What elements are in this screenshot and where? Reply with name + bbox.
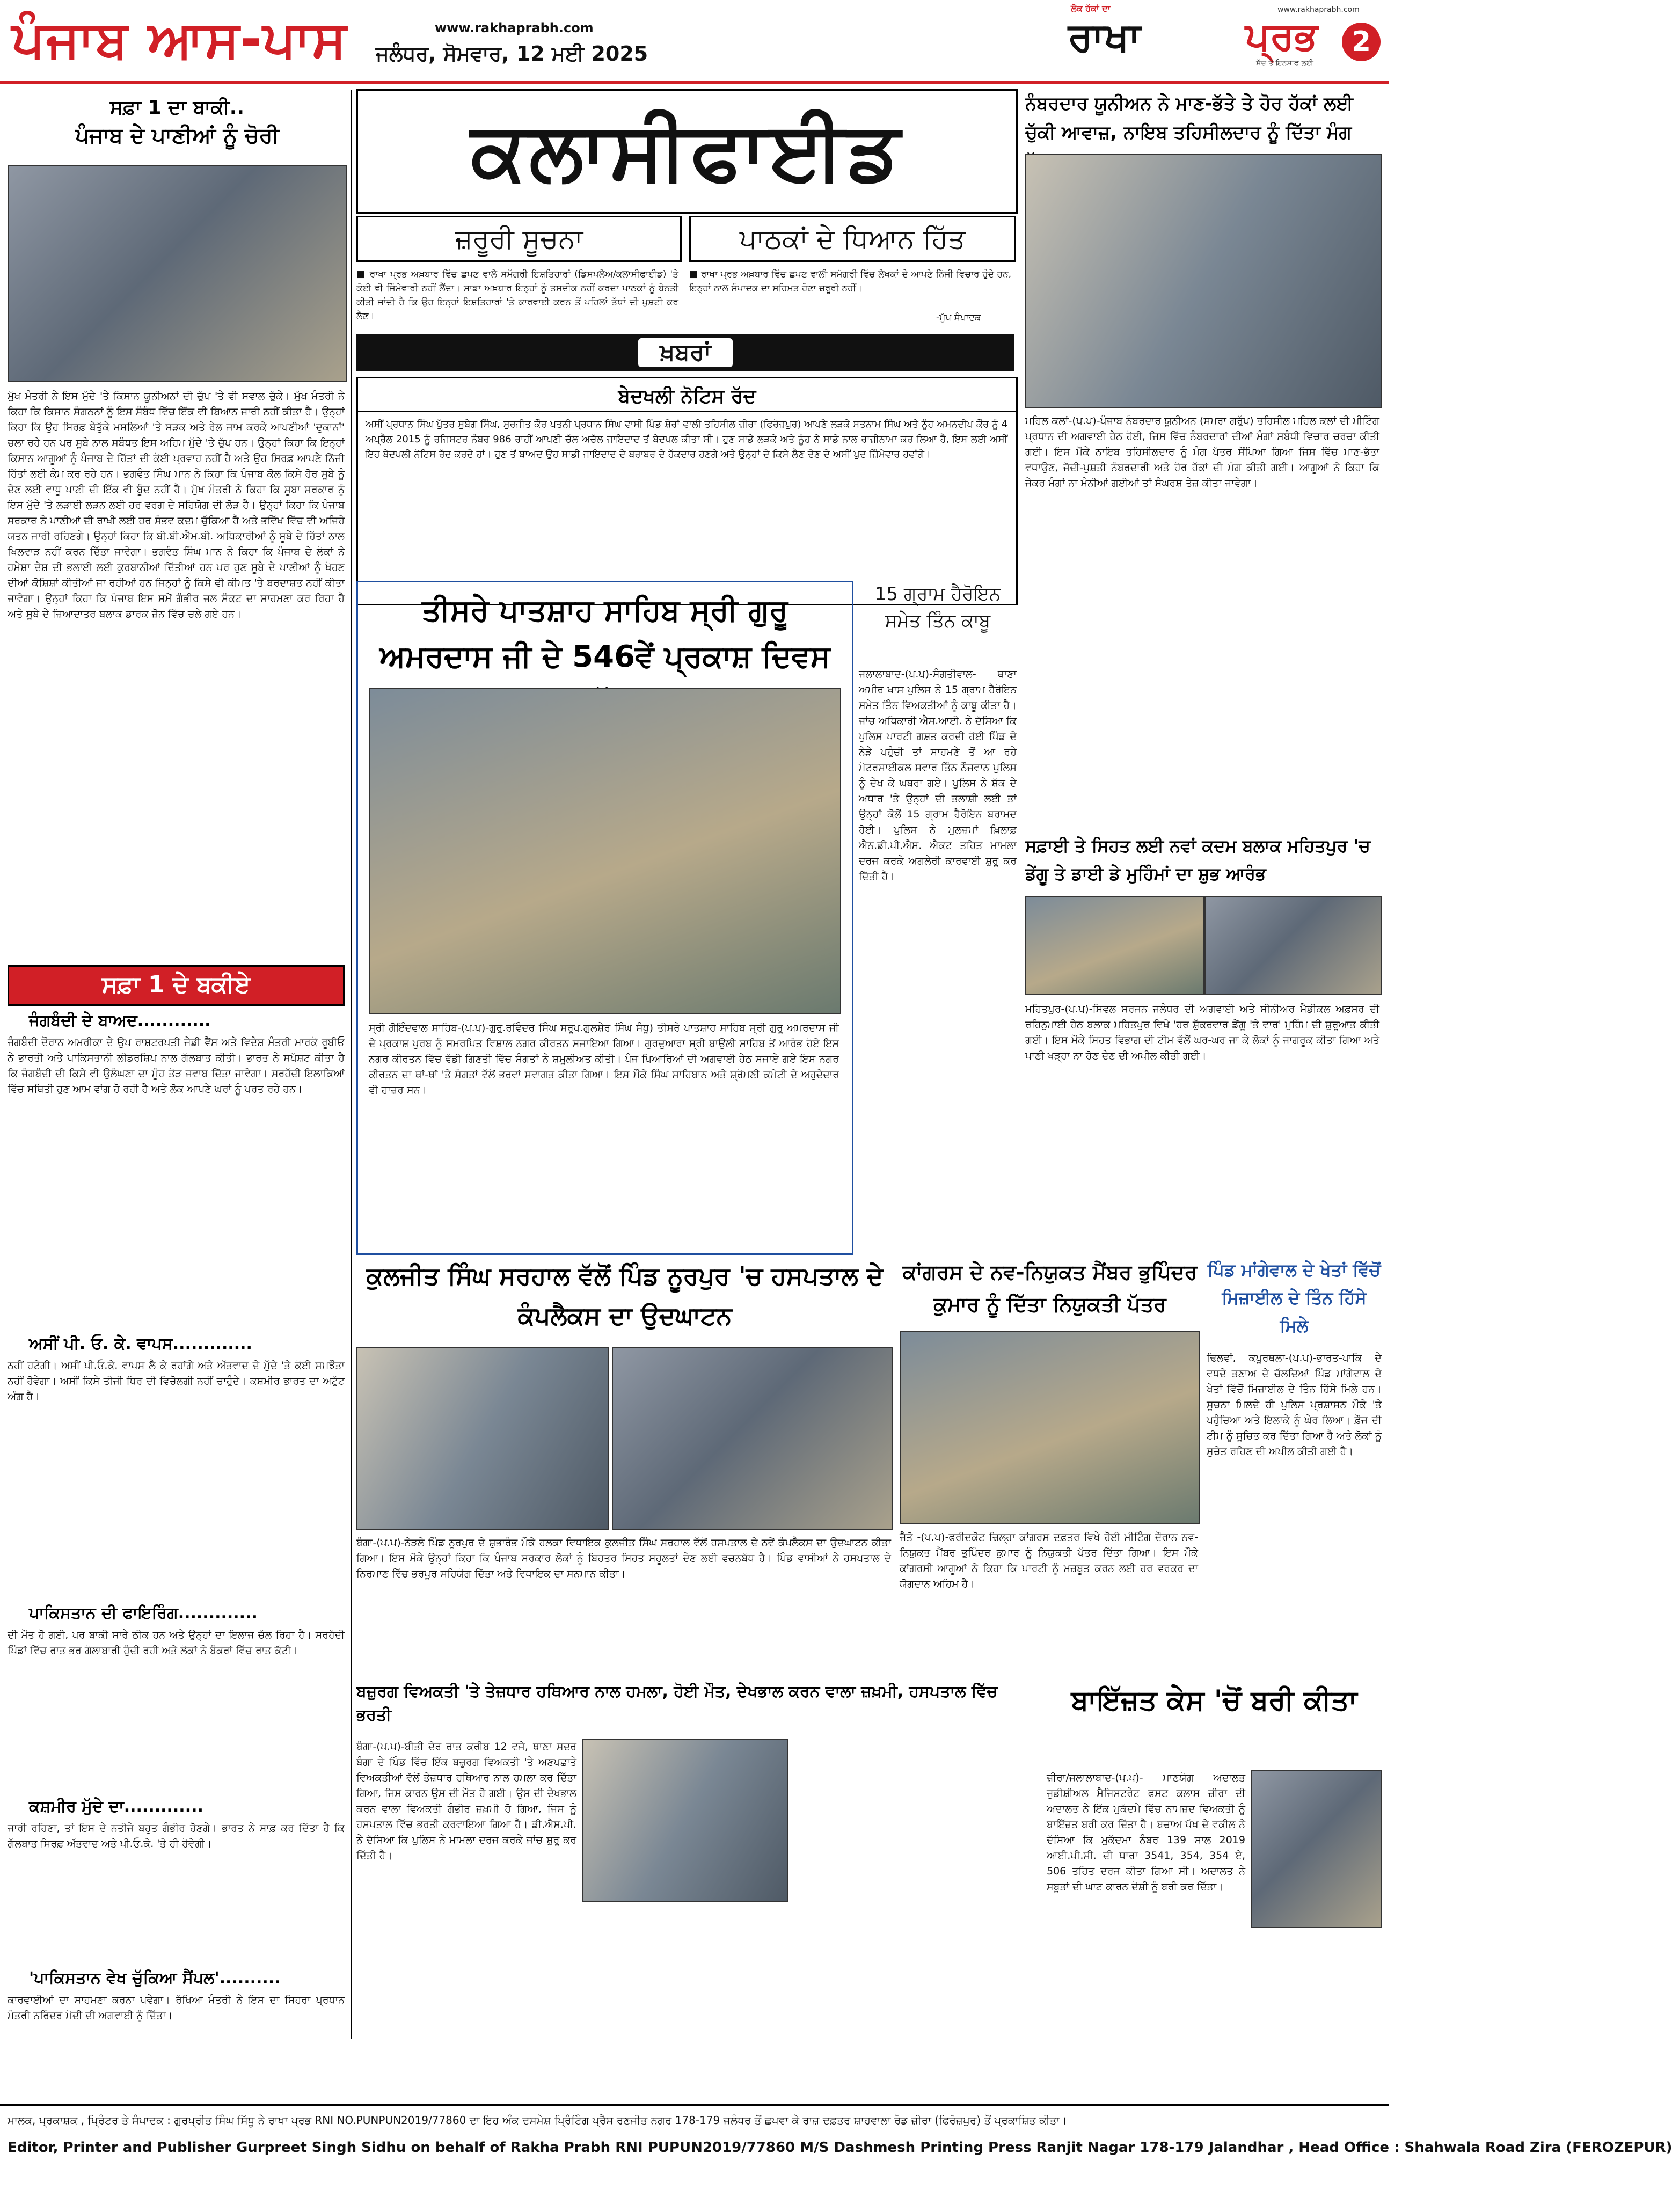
- page-number: 2: [1351, 26, 1371, 58]
- safai-body: ਮਹਿਤਪੁਰ-(ਪ.ਪ)-ਸਿਵਲ ਸਰਜਨ ਜਲੰਧਰ ਦੀ ਅਗਵਾਈ ਅਤੇ ਸੀਨੀਅਰ ਮੈਡੀਕਲ ਅਫ਼ਸਰ ਦੀ ਰਹਿਨੁਮਾਈ ਹੇਠ ਬਲਾਕ ਮਹਿਤਪੁਰ ਵਿਖੇ 'ਹਰ ਸ਼ੁੱਕਰਵਾਰ ਡੇਂਗੂ 'ਤੇ ਵਾਰ' ਮੁਹਿੰਮ ਦੀ ਸ਼ੁਰੂਆਤ ਕੀਤੀ ਗਈ। ਇਸ ਮੌਕੇ ਸਿਹਤ ਵਿਭਾਗ ਦੀ ਟੀਮ ਵੱਲੋਂ ਘਰ-ਘਰ ਜਾ ਕੇ ਲੋਕਾਂ ਨੂੰ ਜਾਗਰੂਕ ਕੀਤਾ ਗਿਆ ਅਤੇ ਪਾਣੀ ਖੜ੍ਹਾ ਨਾ ਹੋਣ ਦੇਣ ਦੀ ਅਪੀਲ ਕੀਤੀ ਗਈ।: [1025, 1003, 1383, 1062]
- missile-headline: ਪਿੰਡ ਮਾਂਗੇਵਾਲ ਦੇ ਖੇਤਾਂ ਵਿੱਚੋਂ ਮਿਜ਼ਾਈਲ ਦੇ ਤਿੰਨ ਹਿੱਸੇ ਮਿਲੇ: [1207, 1260, 1381, 1336]
- classified-section: [356, 89, 1017, 583]
- lawyer-photo: [1251, 1770, 1382, 1928]
- bakiye-title: ਸਫ਼ਾ 1 ਦੇ ਬਕੀਏ: [101, 971, 251, 998]
- congress-headline: ਕਾਂਗਰਸ ਦੇ ਨਵ-ਨਿਯੁਕਤ ਮੈਂਬਰ ਭੁਪਿੰਦਰ ਕੁਮਾਰ ਨੂੰ ਦਿੱਤਾ ਨਿਯੁਕਤੀ ਪੱਤਰ: [902, 1260, 1198, 1316]
- note-signature: -ਮੁੱਖ ਸੰਪਾਦਕ: [936, 312, 981, 323]
- sub-heading-firing: ਪਾਕਿਸਤਾਨ ਦੀ ਫਾਇਰਿੰਗ.............: [29, 1604, 258, 1623]
- sub-heading-pok: ਅਸੀਂ ਪੀ. ਓ. ਕੇ. ਵਾਪਸ.............: [29, 1334, 252, 1353]
- hospital-story: [356, 1256, 893, 1675]
- imprint-footer: [0, 2104, 1672, 2208]
- hospital-headline: ਕੁਲਜੀਤ ਸਿੰਘ ਸਰਹਾਲ ਵੱਲੋਂ ਪਿੰਡ ਨੂਰਪੁਰ 'ਚ ਹਸਪਤਾਲ ਦੇ ਕੰਪਲੈਕਸ ਦਾ ਉਦਘਾਟਨ: [366, 1261, 884, 1330]
- sub-heading-sample: 'ਪਾਕਿਸਤਾਨ ਵੇਖ ਚੁੱਕਿਆ ਸੈਂਪਲ'..........: [29, 1969, 281, 1988]
- attack-story: [356, 1680, 1038, 2045]
- nambardar-photo: [1025, 154, 1382, 408]
- tab-readers-attention-label: ਪਾਠਕਾਂ ਦੇ ਧਿਆਨ ਹਿੱਤ: [739, 223, 966, 254]
- tab-important-notice-label: ਜ਼ਰੂਰੀ ਸੂਚਨਾ: [455, 223, 583, 254]
- note-left: ■ ਰਾਖਾ ਪ੍ਰਭ ਅਖ਼ਬਾਰ ਵਿੱਚ ਛਪਣ ਵਾਲੇ ਸਮੱਗਰੀ ਇਸ਼ਤਿਹਾਰਾਂ (ਡਿਸਪਲੇਅ/ਕਲਾਸੀਫਾਈਡ) 'ਤੇ ਕੋਈ ਵੀ ਜਿੰਮੇਵਾਰੀ ਨਹੀਂ ਲੈਂਦਾ। ਸਾਡਾ ਅਖ਼ਬਾਰ ਇਨ੍ਹਾਂ ਨੂੰ ਤਸਦੀਕ ਨਹੀਂ ਕਰਦਾ ਪਾਠਕਾਂ ਨੂੰ ਬੇਨਤੀ ਕੀਤੀ ਜਾਂਦੀ ਹੈ ਕਿ ਉਹ ਇਨ੍ਹਾਂ ਇਸ਼ਤਿਹਾਰਾਂ 'ਤੇ ਕਾਰਵਾਈ ਕਰਨ ਤੋਂ ਪਹਿਲਾਂ ਤੱਥਾਂ ਦੀ ਪੁਸ਼ਟੀ ਕਰ ਲੈਣ।: [356, 269, 682, 322]
- acquit-headline: ਬਾਇੱਜ਼ਤ ਕੇਸ 'ਚੋਂ ਬਰੀ ਕੀਤਾ: [1071, 1684, 1357, 1717]
- brand-motto: ਸੱਚ ਤੇ ਇਨਸਾਫ ਲਈ: [1256, 59, 1313, 68]
- note-right: ■ ਰਾਖਾ ਪ੍ਰਭ ਅਖ਼ਬਾਰ ਵਿੱਚ ਛਪਣ ਵਾਲੀ ਸਮੱਗਰੀ ਵਿੱਚ ਲੇਖਕਾਂ ਦੇ ਆਪਣੇ ਨਿੱਜੀ ਵਿਚਾਰ ਹੁੰਦੇ ਹਨ, ਇਨ੍ਹਾਂ ਨਾਲ ਸੰਪਾਦਕ ਦਾ ਸਹਿਮਤ ਹੋਣਾ ਜ਼ਰੂਰੀ ਨਹੀਂ।: [689, 269, 1014, 294]
- attack-body: ਬੰਗਾ-(ਪ.ਪ)-ਬੀਤੀ ਦੇਰ ਰਾਤ ਕਰੀਬ 12 ਵਜੇ, ਥਾਣਾ ਸਦਰ ਬੰਗਾ ਦੇ ਪਿੰਡ ਵਿੱਚ ਇੱਕ ਬਜ਼ੁਰਗ ਵਿਅਕਤੀ 'ਤੇ ਅਣਪਛਾਤੇ ਵਿਅਕਤੀਆਂ ਵੱਲੋਂ ਤੇਜ਼ਧਾਰ ਹਥਿਆਰ ਨਾਲ ਹਮਲਾ ਕਰ ਦਿੱਤਾ ਗਿਆ, ਜਿਸ ਕਾਰਨ ਉਸ ਦੀ ਮੌਤ ਹੋ ਗਈ। ਉਸ ਦੀ ਦੇਖਭਾਲ ਕਰਨ ਵਾਲਾ ਵਿਅਕਤੀ ਗੰਭੀਰ ਜ਼ਖ਼ਮੀ ਹੋ ਗਿਆ, ਜਿਸ ਨੂੰ ਹਸਪਤਾਲ ਵਿੱਚ ਭਰਤੀ ਕਰਵਾਇਆ ਗਿਆ ਹੈ। ਡੀ.ਐਸ.ਪੀ. ਨੇ ਦੱਸਿਆ ਕਿ ਪੁਲਿਸ ਨੇ ਮਾਮਲਾ ਦਰਜ ਕਰਕੇ ਜਾਂਚ ਸ਼ੁਰੂ ਕਰ ਦਿੱਤੀ ਹੈ।: [356, 1741, 580, 1861]
- left-headline-2: ਪੰਜਾਬ ਦੇ ਪਾਣੀਆਂ ਨੂੰ ਚੋਰੀ: [75, 123, 279, 148]
- safai-photo-2: [1204, 896, 1382, 995]
- sub-body-ceasefire: ਜੰਗਬੰਦੀ ਦੌਰਾਨ ਅਮਰੀਕਾ ਦੇ ਉਪ ਰਾਸ਼ਟਰਪਤੀ ਜੇਡੀ ਵੈਂਸ ਅਤੇ ਵਿਦੇਸ਼ ਮੰਤਰੀ ਮਾਰਕੋ ਰੂਬੀਓ ਨੇ ਭਾਰਤੀ ਅਤੇ ਪਾਕਿਸਤਾਨੀ ਲੀਡਰਸ਼ਿਪ ਨਾਲ ਗੱਲਬਾਤ ਕੀਤੀ। ਭਾਰਤ ਨੇ ਸਪੱਸ਼ਟ ਕੀਤਾ ਹੈ ਕਿ ਜੰਗਬੰਦੀ ਦੀ ਕਿਸੇ ਵੀ ਉਲੰਘਣਾ ਦਾ ਮੂੰਹ ਤੋੜ ਜਵਾਬ ਦਿੱਤਾ ਜਾਵੇਗਾ। ਸਰਹੱਦੀ ਇਲਾਕਿਆਂ ਵਿੱਚ ਸਥਿਤੀ ਹੁਣ ਆਮ ਵਾਂਗ ਹੋ ਰਹੀ ਹੈ ਅਤੇ ਲੋਕ ਆਪਣੇ ਘਰਾਂ ਨੂੰ ਪਰਤ ਰਹੇ ਹਨ।: [8, 1036, 348, 1095]
- prakash-headline: ਤੀਸਰੇ ਪਾਤਸ਼ਾਹ ਸਾਹਿਬ ਸ੍ਰੀ ਗੁਰੂ ਅਮਰਦਾਸ ਜੀ ਦੇ 546ਵੇਂ ਪ੍ਰਕਾਸ਼ ਦਿਵਸ: [379, 593, 830, 674]
- congress-story: [900, 1256, 1200, 1675]
- classified-banner: [356, 89, 1018, 214]
- heroin-headline: 15 ਗ੍ਰਾਮ ਹੈਰੋਇਨ ਸਮੇਤ ਤਿੰਨ ਕਾਬੂ: [874, 583, 1001, 632]
- heroin-story: [859, 581, 1020, 1252]
- sub-heading-ceasefire: ਜੰਗਬੰਦੀ ਦੇ ਬਾਅਦ............: [29, 1011, 211, 1030]
- dateline: ਜਲੰਧਰ, ਸੋਮਵਾਰ, 12 ਮਈ 2025: [376, 42, 648, 65]
- notice-body: ਅਸੀਂ ਪ੍ਰਧਾਨ ਸਿੰਘ ਪੁੱਤਰ ਸੁਬੇਗ ਸਿੰਘ, ਸੁਰਜੀਤ ਕੌਰ ਪਤਨੀ ਪ੍ਰਧਾਨ ਸਿੰਘ ਵਾਸੀ ਪਿੰਡ ਸ਼ੇਰਾਂ ਵਾਲੀ ਤਹਿਸੀਲ ਜ਼ੀਰਾ (ਫਿਰੋਜ਼ਪੁਰ) ਆਪਣੇ ਲੜਕੇ ਸਤਨਾਮ ਸਿੰਘ ਅਤੇ ਨੂੰਹ ਅਮਨਦੀਪ ਕੌਰ ਨੂੰ 4 ਅਪ੍ਰੈਲ 2015 ਨੂੰ ਰਜਿਸਟਰ ਨੰਬਰ 986 ਰਾਹੀਂ ਆਪਣੀ ਚੱਲ ਅਚੱਲ ਜਾਇਦਾਦ ਤੋਂ ਬੇਦਖਲ ਕੀਤਾ ਸੀ। ਹੁਣ ਸਾਡੇ ਲੜਕੇ ਅਤੇ ਨੂੰਹ ਨੇ ਸਾਡੇ ਨਾਲ ਰਾਜ਼ੀਨਾਮਾ ਕਰ ਲਿਆ ਹੈ, ਇਸ ਲਈ ਅਸੀਂ ਇਹ ਬੇਦਖਲੀ ਨੋਟਿਸ ਰੱਦ ਕਰਦੇ ਹਾਂ। ਹੁਣ ਤੋਂ ਬਾਅਦ ਉਹ ਸਾਡੀ ਜਾਇਦਾਦ ਦੇ ਬਰਾਬਰ ਦੇ ਹੱਕਦਾਰ ਹੋਣਗੇ ਅਤੇ ਉਨ੍ਹਾਂ ਦੇ ਕਿਸੇ ਲੈਣ ਦੇਣ ਦੇ ਅਸੀਂ ਖੁਦ ਜ਼ਿੰਮੇਵਾਰ ਹੋਵਾਂਗੇ।: [366, 419, 1011, 460]
- missile-body: ਢਿਲਵਾਂ, ਕਪੂਰਥਲਾ-(ਪ.ਪ)-ਭਾਰਤ-ਪਾਕਿ ਦੇ ਵਧਦੇ ਤਣਾਅ ਦੇ ਚੱਲਦਿਆਂ ਪਿੰਡ ਮਾਂਗੇਵਾਲ ਦੇ ਖੇਤਾਂ ਵਿੱਚੋਂ ਮਿਜ਼ਾਈਲ ਦੇ ਤਿੰਨ ਹਿੱਸੇ ਮਿਲੇ ਹਨ। ਸੂਚਨਾ ਮਿਲਦੇ ਹੀ ਪੁਲਿਸ ਪ੍ਰਸ਼ਾਸਨ ਮੌਕੇ 'ਤੇ ਪਹੁੰਚਿਆ ਅਤੇ ਇਲਾਕੇ ਨੂੰ ਘੇਰ ਲਿਆ। ਫ਼ੌਜ ਦੀ ਟੀਮ ਨੂੰ ਸੂਚਿਤ ਕਰ ਦਿੱਤਾ ਗਿਆ ਹੈ ਅਤੇ ਲੋਕਾਂ ਨੂੰ ਸੁਚੇਤ ਰਹਿਣ ਦੀ ਅਪੀਲ ਕੀਤੀ ਗਈ ਹੈ।: [1207, 1352, 1385, 1457]
- sub-body-pok: ਨਹੀਂ ਹਟੇਗੀ। ਅਸੀਂ ਪੀ.ਓ.ਕੇ. ਵਾਪਸ ਲੈ ਕੇ ਰਹਾਂਗੇ ਅਤੇ ਅੱਤਵਾਦ ਦੇ ਮੁੱਦੇ 'ਤੇ ਕੋਈ ਸਮਝੌਤਾ ਨਹੀਂ ਹੋਵੇਗਾ। ਅਸੀਂ ਕਿਸੇ ਤੀਜੀ ਧਿਰ ਦੀ ਵਿਚੋਲਗੀ ਨਹੀਂ ਚਾਹੁੰਦੇ। ਕਸ਼ਮੀਰ ਭਾਰਤ ਦਾ ਅਟੁੱਟ ਅੰਗ ਹੈ।: [8, 1360, 348, 1403]
- safai-photo-1: [1025, 896, 1204, 995]
- tab-important-notice: [356, 216, 682, 262]
- prakash-story: [356, 581, 853, 1255]
- bakiye-box: [8, 965, 345, 1006]
- masthead-rule: [0, 81, 1389, 84]
- brand-logo: [1068, 13, 1229, 69]
- nambardar-story: [1025, 89, 1382, 824]
- tab-readers-attention: [689, 216, 1016, 262]
- brand-name: ਰਾਖਾ: [1068, 14, 1141, 60]
- sub-body-sample: ਕਾਰਵਾਈਆਂ ਦਾ ਸਾਹਮਣਾ ਕਰਨਾ ਪਵੇਗਾ। ਰੱਖਿਆ ਮੰਤਰੀ ਨੇ ਇਸ ਦਾ ਸਿਹਰਾ ਪ੍ਰਧਾਨ ਮੰਤਰੀ ਨਰਿੰਦਰ ਮੋਦੀ ਦੀ ਅਗਵਾਈ ਨੂੰ ਦਿੱਤਾ।: [8, 1994, 348, 2021]
- prakash-body: ਸ੍ਰੀ ਗੋਇੰਦਵਾਲ ਸਾਹਿਬ-(ਪ.ਪ)-ਗੁਰੁ.ਰਵਿੰਦਰ ਸਿੰਘ ਸਰੂਪ.ਗੁਲਸ਼ੇਰ ਸਿੰਘ ਸੰਧੂ) ਤੀਸਰੇ ਪਾਤਸ਼ਾਹ ਸਾਹਿਬ ਸ੍ਰੀ ਗੁਰੂ ਅਮਰਦਾਸ ਜੀ ਦੇ ਪ੍ਰਕਾਸ਼ ਪੁਰਬ ਨੂੰ ਸਮਰਪਿਤ ਵਿਸ਼ਾਲ ਨਗਰ ਕੀਰਤਨ ਸਜਾਇਆ ਗਿਆ। ਗੁਰਦੁਆਰਾ ਸ੍ਰੀ ਬਾਉਲੀ ਸਾਹਿਬ ਤੋਂ ਆਰੰਭ ਹੋਏ ਇਸ ਨਗਰ ਕੀਰਤਨ ਵਿੱਚ ਵੱਡੀ ਗਿਣਤੀ ਵਿੱਚ ਸੰਗਤਾਂ ਨੇ ਸ਼ਮੂਲੀਅਤ ਕੀਤੀ। ਪੰਜ ਪਿਆਰਿਆਂ ਦੀ ਅਗਵਾਈ ਹੇਠ ਸਜਾਏ ਗਏ ਇਸ ਨਗਰ ਕੀਰਤਨ ਦਾ ਥਾਂ-ਥਾਂ 'ਤੇ ਸੰਗਤਾਂ ਵੱਲੋਂ ਭਰਵਾਂ ਸਵਾਗਤ ਕੀਤਾ ਗਿਆ। ਇਸ ਮੌਕੇ ਸਿੰਘ ਸਾਹਿਬਾਨ ਅਤੇ ਸ਼੍ਰੋਮਣੀ ਕਮੇਟੀ ਦੇ ਅਹੁਦੇਦਾਰ ਵੀ ਹਾਜ਼ਰ ਸਨ।: [369, 1022, 843, 1096]
- sub-body-firing: ਦੀ ਮੌਤ ਹੋ ਗਈ, ਪਰ ਬਾਕੀ ਸਾਰੇ ਠੀਕ ਹਨ ਅਤੇ ਉਨ੍ਹਾਂ ਦਾ ਇਲਾਜ ਚੱਲ ਰਿਹਾ ਹੈ। ਸਰਹੱਦੀ ਪਿੰਡਾਂ ਵਿੱਚ ਰਾਤ ਭਰ ਗੋਲਾਬਾਰੀ ਹੁੰਦੀ ਰਹੀ ਅਤੇ ਲੋਕਾਂ ਨੇ ਬੰਕਰਾਂ ਵਿੱਚ ਰਾਤ ਕੱਟੀ।: [8, 1629, 348, 1656]
- brand-suffix: ਪ੍ਰਭ: [1245, 13, 1318, 59]
- nambardar-headline: ਨੰਬਰਦਾਰ ਯੂਨੀਅਨ ਨੇ ਮਾਣ-ਭੱਤੇ ਤੇ ਹੋਰ ਹੱਕਾਂ ਲਈ ਚੁੱਕੀ ਆਵਾਜ਼, ਨਾਇਬ ਤਹਿਸੀਲਦਾਰ ਨੂੰ ਦਿੱਤਾ ਮੰਗ: [1025, 93, 1353, 143]
- masthead: [0, 0, 1389, 81]
- brand-tag: ਲੋਕ ਹੱਕਾਂ ਦਾ: [1071, 3, 1111, 13]
- sub-heading-kashmir: ਕਸ਼ਮੀਰ ਮੁੱਦੇ ਦਾ.............: [29, 1797, 203, 1816]
- hospital-photo-2: [612, 1347, 893, 1530]
- left-column: [8, 90, 347, 2044]
- attack-victim-photo: [582, 1739, 788, 1902]
- news-bar: [356, 334, 1014, 371]
- nambardar-body: ਮਹਿਲ ਕਲਾਂ-(ਪ.ਪ)-ਪੰਜਾਬ ਨੰਬਰਦਾਰ ਯੂਨੀਅਨ (ਸਮਰਾ ਗਰੁੱਪ) ਤਹਿਸੀਲ ਮਹਿਲ ਕਲਾਂ ਦੀ ਮੀਟਿੰਗ ਪ੍ਰਧਾਨ ਦੀ ਅਗਵਾਈ ਹੇਠ ਹੋਈ, ਜਿਸ ਵਿੱਚ ਨੰਬਰਦਾਰਾਂ ਦੀਆਂ ਮੰਗਾਂ ਸਬੰਧੀ ਵਿਚਾਰ ਚਰਚਾ ਕੀਤੀ ਗਈ। ਇਸ ਮੌਕੇ ਨਾਇਬ ਤਹਿਸੀਲਦਾਰ ਨੂੰ ਮੰਗ ਪੱਤਰ ਸੌਂਪਿਆ ਗਿਆ ਜਿਸ ਵਿੱਚ ਮਾਣ-ਭੱਤਾ ਵਧਾਉਣ, ਜੱਦੀ-ਪੁਸ਼ਤੀ ਨੰਬਰਦਾਰੀ ਅਤੇ ਹੋਰ ਹੱਕਾਂ ਦੀ ਮੰਗ ਕੀਤੀ ਗਈ। ਆਗੂਆਂ ਨੇ ਕਿਹਾ ਕਿ ਜੇਕਰ ਮੰਗਾਂ ਨਾ ਮੰਨੀਆਂ ਗਈਆਂ ਤਾਂ ਸੰਘਰਸ਼ ਤੇਜ਼ ਕੀਤਾ ਜਾਵੇਗਾ।: [1025, 415, 1383, 489]
- hospital-photo-1: [356, 1347, 609, 1530]
- safai-story: [1025, 832, 1382, 1251]
- protest-photo: [8, 165, 347, 382]
- page-number-badge: [1342, 23, 1381, 61]
- hospital-body: ਬੰਗਾ-(ਪ.ਪ)-ਨੇੜਲੇ ਪਿੰਡ ਨੂਰਪੁਰ ਦੇ ਸ਼ੁਭਾਰੰਭ ਮੌਕੇ ਹਲਕਾ ਵਿਧਾਇਕ ਕੁਲਜੀਤ ਸਿੰਘ ਸਰਹਾਲ ਵੱਲੋਂ ਹਸਪਤਾਲ ਦੇ ਨਵੇਂ ਕੰਪਲੈਕਸ ਦਾ ਉਦਘਾਟਨ ਕੀਤਾ ਗਿਆ। ਇਸ ਮੌਕੇ ਉਨ੍ਹਾਂ ਕਿਹਾ ਕਿ ਪੰਜਾਬ ਸਰਕਾਰ ਲੋਕਾਂ ਨੂੰ ਬਿਹਤਰ ਸਿਹਤ ਸਹੂਲਤਾਂ ਦੇਣ ਲਈ ਵਚਨਬੱਧ ਹੈ। ਪਿੰਡ ਵਾਸੀਆਂ ਨੇ ਹਸਪਤਾਲ ਦੇ ਨਿਰਮਾਣ ਵਿੱਚ ਭਰਪੂਰ ਸਹਿਯੋਗ ਦਿੱਤਾ ਅਤੇ ਵਿਧਾਇਕ ਦਾ ਸਨਮਾਨ ਕੀਤਾ।: [356, 1537, 895, 1580]
- imprint-line-english: Editor, Printer and Publisher Gurpreet Singh Sidhu on behalf of Rakha Prabh RNI PUPUN2019/77860 M/S Dashmesh Printing Press Ranjit Nagar 178-179 Jalandhar , Head Office : Shahwala Road Zira (FEROZEPUR): [8, 2140, 1672, 2156]
- missile-story: [1207, 1256, 1385, 1675]
- masthead-url[interactable]: www.rakhaprabh.com: [435, 20, 594, 35]
- acquit-story: [1047, 1680, 1382, 2045]
- sub-body-kashmir: ਜਾਰੀ ਰਹਿਣਾ, ਤਾਂ ਇਸ ਦੇ ਨਤੀਜੇ ਬਹੁਤ ਗੰਭੀਰ ਹੋਣਗੇ। ਭਾਰਤ ਨੇ ਸਾਫ਼ ਕਰ ਦਿੱਤਾ ਹੈ ਕਿ ਗੱਲਬਾਤ ਸਿਰਫ਼ ਅੱਤਵਾਦ ਅਤੇ ਪੀ.ਓ.ਕੇ. 'ਤੇ ਹੀ ਹੋਵੇਗੀ।: [8, 1822, 348, 1850]
- notice-box: [356, 377, 1018, 605]
- section-title: ਪੰਜਾਬ ਆਸ-ਪਾਸ: [12, 9, 347, 69]
- left-headline-1: ਸਫ਼ਾ 1 ਦਾ ਬਾਕੀ..: [109, 97, 245, 119]
- heroin-body: ਜਲਾਲਾਬਾਦ-(ਪ.ਪ)-ਸੰਗਤੀਵਾਲ- ਥਾਣਾ ਅਮੀਰ ਖਾਸ ਪੁਲਿਸ ਨੇ 15 ਗ੍ਰਾਮ ਹੈਰੋਇਨ ਸਮੇਤ ਤਿੰਨ ਵਿਅਕਤੀਆਂ ਨੂੰ ਕਾਬੂ ਕੀਤਾ ਹੈ। ਜਾਂਚ ਅਧਿਕਾਰੀ ਐਸ.ਆਈ. ਨੇ ਦੱਸਿਆ ਕਿ ਪੁਲਿਸ ਪਾਰਟੀ ਗਸ਼ਤ ਕਰਦੀ ਹੋਈ ਪਿੰਡ ਦੇ ਨੇੜੇ ਪਹੁੰਚੀ ਤਾਂ ਸਾਹਮਣੇ ਤੋਂ ਆ ਰਹੇ ਮੋਟਰਸਾਈਕਲ ਸਵਾਰ ਤਿੰਨ ਨੌਜਵਾਨ ਪੁਲਿਸ ਨੂੰ ਦੇਖ ਕੇ ਘਬਰਾ ਗਏ। ਪੁਲਿਸ ਨੇ ਸ਼ੱਕ ਦੇ ਅਧਾਰ 'ਤੇ ਉਨ੍ਹਾਂ ਦੀ ਤਲਾਸ਼ੀ ਲਈ ਤਾਂ ਉਨ੍ਹਾਂ ਕੋਲੋਂ 15 ਗ੍ਰਾਮ ਹੈਰੋਇਨ ਬਰਾਮਦ ਹੋਈ। ਪੁਲਿਸ ਨੇ ਮੁਲਜ਼ਮਾਂ ਖ਼ਿਲਾਫ਼ ਐਨ.ਡੀ.ਪੀ.ਐਸ. ਐਕਟ ਤਹਿਤ ਮਾਮਲਾ ਦਰਜ ਕਰਕੇ ਅਗਲੇਰੀ ਕਾਰਵਾਈ ਸ਼ੁਰੂ ਕਰ ਦਿੱਤੀ ਹੈ।: [859, 668, 1020, 882]
- congress-body: ਜੈਤੋ -(ਪ.ਪ)-ਫਰੀਦਕੋਟ ਜ਼ਿਲ੍ਹਾ ਕਾਂਗਰਸ ਦਫ਼ਤਰ ਵਿਖੇ ਹੋਈ ਮੀਟਿੰਗ ਦੌਰਾਨ ਨਵ-ਨਿਯੁਕਤ ਮੈਂਬਰ ਭੁਪਿੰਦਰ ਕੁਮਾਰ ਨੂੰ ਨਿਯੁਕਤੀ ਪੱਤਰ ਦਿੱਤਾ ਗਿਆ। ਇਸ ਮੌਕੇ ਕਾਂਗਰਸੀ ਆਗੂਆਂ ਨੇ ਕਿਹਾ ਕਿ ਪਾਰਟੀ ਨੂੰ ਮਜ਼ਬੂਤ ਕਰਨ ਲਈ ਹਰ ਵਰਕਰ ਦਾ ਯੋਗਦਾਨ ਅਹਿਮ ਹੈ।: [900, 1531, 1202, 1590]
- congress-photo: [900, 1331, 1200, 1524]
- imprint-line-punjabi: ਮਾਲਕ, ਪ੍ਰਕਾਸ਼ਕ , ਪ੍ਰਿੰਟਰ ਤੇ ਸੰਪਾਦਕ : ਗੁਰਪ੍ਰੀਤ ਸਿੰਘ ਸਿੱਧੂ ਨੇ ਰਾਖਾ ਪ੍ਰਭ RNI NO.PUNPUN2019/77860 ਦਾ ਇਹ ਅੰਕ ਦਸਮੇਸ਼ ਪ੍ਰਿੰਟਿੰਗ ਪ੍ਰੈਸ ਰਣਜੀਤ ਨਗਰ 178-179 ਜਲੰਧਰ ਤੋਂ ਛਪਵਾ ਕੇ ਰਾਜ਼ ਦਫ਼ਤਰ ਸ਼ਾਹਵਾਲਾ ਰੋਡ ਜ਼ੀਰਾ (ਫਿਰੋਜ਼ਪੁਰ) ਤੋਂ ਪ੍ਰਕਾਸ਼ਿਤ ਕੀਤਾ।: [8, 2114, 1067, 2127]
- attack-headline: ਬਜ਼ੁਰਗ ਵਿਅਕਤੀ 'ਤੇ ਤੇਜ਼ਧਾਰ ਹਥਿਆਰ ਨਾਲ ਹਮਲਾ, ਹੋਈ ਮੌਤ, ਦੇਖਭਾਲ ਕਰਨ ਵਾਲਾ ਜ਼ਖ਼ਮੀ, ਹਸਪਤਾਲ ਵਿੱਚ ਭਰਤੀ: [356, 1682, 998, 1725]
- left-article-body: ਮੁੱਖ ਮੰਤਰੀ ਨੇ ਇਸ ਮੁੱਦੇ 'ਤੇ ਕਿਸਾਨ ਯੂਨੀਅਨਾਂ ਦੀ ਚੁੱਪ 'ਤੇ ਵੀ ਸਵਾਲ ਚੁੱਕੇ। ਮੁੱਖ ਮੰਤਰੀ ਨੇ ਕਿਹਾ ਕਿ ਕਿਸਾਨ ਸੰਗਠਨਾਂ ਨੂੰ ਇਸ ਸੰਬੰਧ ਵਿੱਚ ਇੱਕ ਵੀ ਬਿਆਨ ਜਾਰੀ ਨਹੀਂ ਕੀਤਾ ਹੈ। ਉਨ੍ਹਾਂ ਕਿਹਾ ਕਿ ਉਹ ਸਿਰਫ਼ ਬੇਤੁੱਕੇ ਮਸਲਿਆਂ 'ਤੇ ਸੜਕ ਅਤੇ ਰੇਲ ਜਾਮ ਕਰਕੇ ਆਪਣੀਆਂ 'ਦੁਕਾਨਾਂ' ਚਲਾ ਰਹੇ ਹਨ ਪਰ ਸੂਬੇ ਨਾਲ ਸਬੰਧਤ ਇਸ ਅਹਿਮ ਮੁੱਦੇ 'ਤੇ ਚੁੱਪ ਹਨ। ਉਨ੍ਹਾਂ ਕਿਹਾ ਕਿ ਇਨ੍ਹਾਂ ਕਿਸਾਨ ਆਗੂਆਂ ਨੂੰ ਪੰਜਾਬ ਦੇ ਹਿੱਤਾਂ ਦੀ ਕੋਈ ਪ੍ਰਵਾਹ ਨਹੀਂ ਹੈ ਅਤੇ ਉਹ ਸਿਰਫ਼ ਆਪਣੇ ਨਿੱਜੀ ਹਿੱਤਾਂ ਲਈ ਕੰਮ ਕਰ ਰਹੇ ਹਨ। ਭਗਵੰਤ ਸਿੰਘ ਮਾਨ ਨੇ ਕਿਹਾ ਕਿ ਪੰਜਾਬ ਕੋਲ ਕਿਸੇ ਹੋਰ ਸੂਬੇ ਨੂੰ ਦੇਣ ਲਈ ਵਾਧੂ ਪਾਣੀ ਦੀ ਇੱਕ ਵੀ ਬੂੰਦ ਨਹੀਂ ਹੈ। ਮੁੱਖ ਮੰਤਰੀ ਨੇ ਕਿਹਾ ਕਿ ਸੂਬਾ ਸਰਕਾਰ ਨੂੰ ਇਸ ਮੁੱਦੇ 'ਤੇ ਲੜਾਈ ਲੜਨ ਲਈ ਹਰ ਵਰਗ ਦੇ ਸਹਿਯੋਗ ਦੀ ਲੋੜ ਹੈ। ਉਨ੍ਹਾਂ ਕਿਹਾ ਕਿ ਪੰਜਾਬ ਸਰਕਾਰ ਨੇ ਪਾਣੀਆਂ ਦੀ ਰਾਖੀ ਲਈ ਹਰ ਸੰਭਵ ਕਦਮ ਚੁੱਕਿਆ ਹੈ ਅਤੇ ਭਵਿੱਖ ਵਿੱਚ ਵੀ ਅਜਿਹੇ ਯਤਨ ਜਾਰੀ ਰਹਿਣਗੇ। ਉਨ੍ਹਾਂ ਕਿਹਾ ਕਿ ਬੀ.ਬੀ.ਐਮ.ਬੀ. ਅਧਿਕਾਰੀਆਂ ਨੂੰ ਸੂਬੇ ਦੇ ਹਿੱਤਾਂ ਨਾਲ ਖਿਲਵਾੜ ਨਹੀਂ ਕਰਨ ਦਿੱਤਾ ਜਾਵੇਗਾ। ਭਗਵੰਤ ਸਿੰਘ ਮਾਨ ਨੇ ਕਿਹਾ ਕਿ ਪੰਜਾਬ ਦੇ ਲੋਕਾਂ ਨੇ ਹਮੇਸ਼ਾ ਦੇਸ਼ ਦੀ ਭਲਾਈ ਲਈ ਕੁਰਬਾਨੀਆਂ ਦਿੱਤੀਆਂ ਹਨ ਪਰ ਹੁਣ ਸੂਬੇ ਦੇ ਪਾਣੀਆਂ ਨੂੰ ਖੋਹਣ ਦੀਆਂ ਕੋਸ਼ਿਸ਼ਾਂ ਕੀਤੀਆਂ ਜਾ ਰਹੀਆਂ ਹਨ ਜਿਨ੍ਹਾਂ ਨੂੰ ਕਿਸੇ ਵੀ ਕੀਮਤ 'ਤੇ ਬਰਦਾਸ਼ਤ ਨਹੀਂ ਕੀਤਾ ਜਾਵੇਗਾ। ਉਨ੍ਹਾਂ ਕਿਹਾ ਕਿ ਪੰਜਾਬ ਇਸ ਸਮੇਂ ਗੰਭੀਰ ਜਲ ਸੰਕਟ ਦਾ ਸਾਹਮਣਾ ਕਰ ਰਿਹਾ ਹੈ ਅਤੇ ਸੂਬੇ ਦੇ ਜ਼ਿਆਦਾਤਰ ਬਲਾਕ ਡਾਰਕ ਜ਼ੋਨ ਵਿੱਚ ਚਲੇ ਗਏ ਹਨ।: [8, 390, 348, 620]
- left-column-divider: [351, 90, 352, 2039]
- safai-headline: ਸਫ਼ਾਈ ਤੇ ਸਿਹਤ ਲਈ ਨਵਾਂ ਕਦਮ ਬਲਾਕ ਮਹਿਤਪੁਰ 'ਚ ਡੇਂਗੂ ਤੇ ਡਾਈ ਡੇ ਮੁਹਿੰਮਾਂ ਦਾ ਸ਼ੁਭ ਆਰੰਭ: [1025, 836, 1370, 884]
- notice-title: ਬੇਦਖਲੀ ਨੋਟਿਸ ਰੱਦ: [358, 383, 1016, 412]
- brand-url: www.rakhaprabh.com: [1277, 5, 1360, 14]
- acquit-body: ਜ਼ੀਰਾ/ਜਲਾਲਾਬਾਦ-(ਪ.ਪ)- ਮਾਣਯੋਗ ਅਦਾਲਤ ਜੁਡੀਸ਼ੀਅਲ ਮੈਜਿਸਟਰੇਟ ਫਸਟ ਕਲਾਸ ਜ਼ੀਰਾ ਦੀ ਅਦਾਲਤ ਨੇ ਇੱਕ ਮੁਕੱਦਮੇ ਵਿੱਚ ਨਾਮਜ਼ਦ ਵਿਅਕਤੀ ਨੂੰ ਬਾਇੱਜ਼ਤ ਬਰੀ ਕਰ ਦਿੱਤਾ ਹੈ। ਬਚਾਅ ਪੱਖ ਦੇ ਵਕੀਲ ਨੇ ਦੱਸਿਆ ਕਿ ਮੁਕੱਦਮਾ ਨੰਬਰ 139 ਸਾਲ 2019 ਆਈ.ਪੀ.ਸੀ. ਦੀ ਧਾਰਾ 3541, 354, 354 ਏ, 506 ਤਹਿਤ ਦਰਜ ਕੀਤਾ ਗਿਆ ਸੀ। ਅਦਾਲਤ ਨੇ ਸਬੂਤਾਂ ਦੀ ਘਾਟ ਕਾਰਨ ਦੋਸ਼ੀ ਨੂੰ ਬਰੀ ਕਰ ਦਿੱਤਾ।: [1047, 1772, 1249, 1893]
- procession-photo: [369, 688, 841, 1014]
- news-bar-label: ਖ਼ਬਰਾਂ: [638, 338, 732, 367]
- classified-title: ਕਲਾਸੀਫਾਈਡ: [471, 105, 903, 198]
